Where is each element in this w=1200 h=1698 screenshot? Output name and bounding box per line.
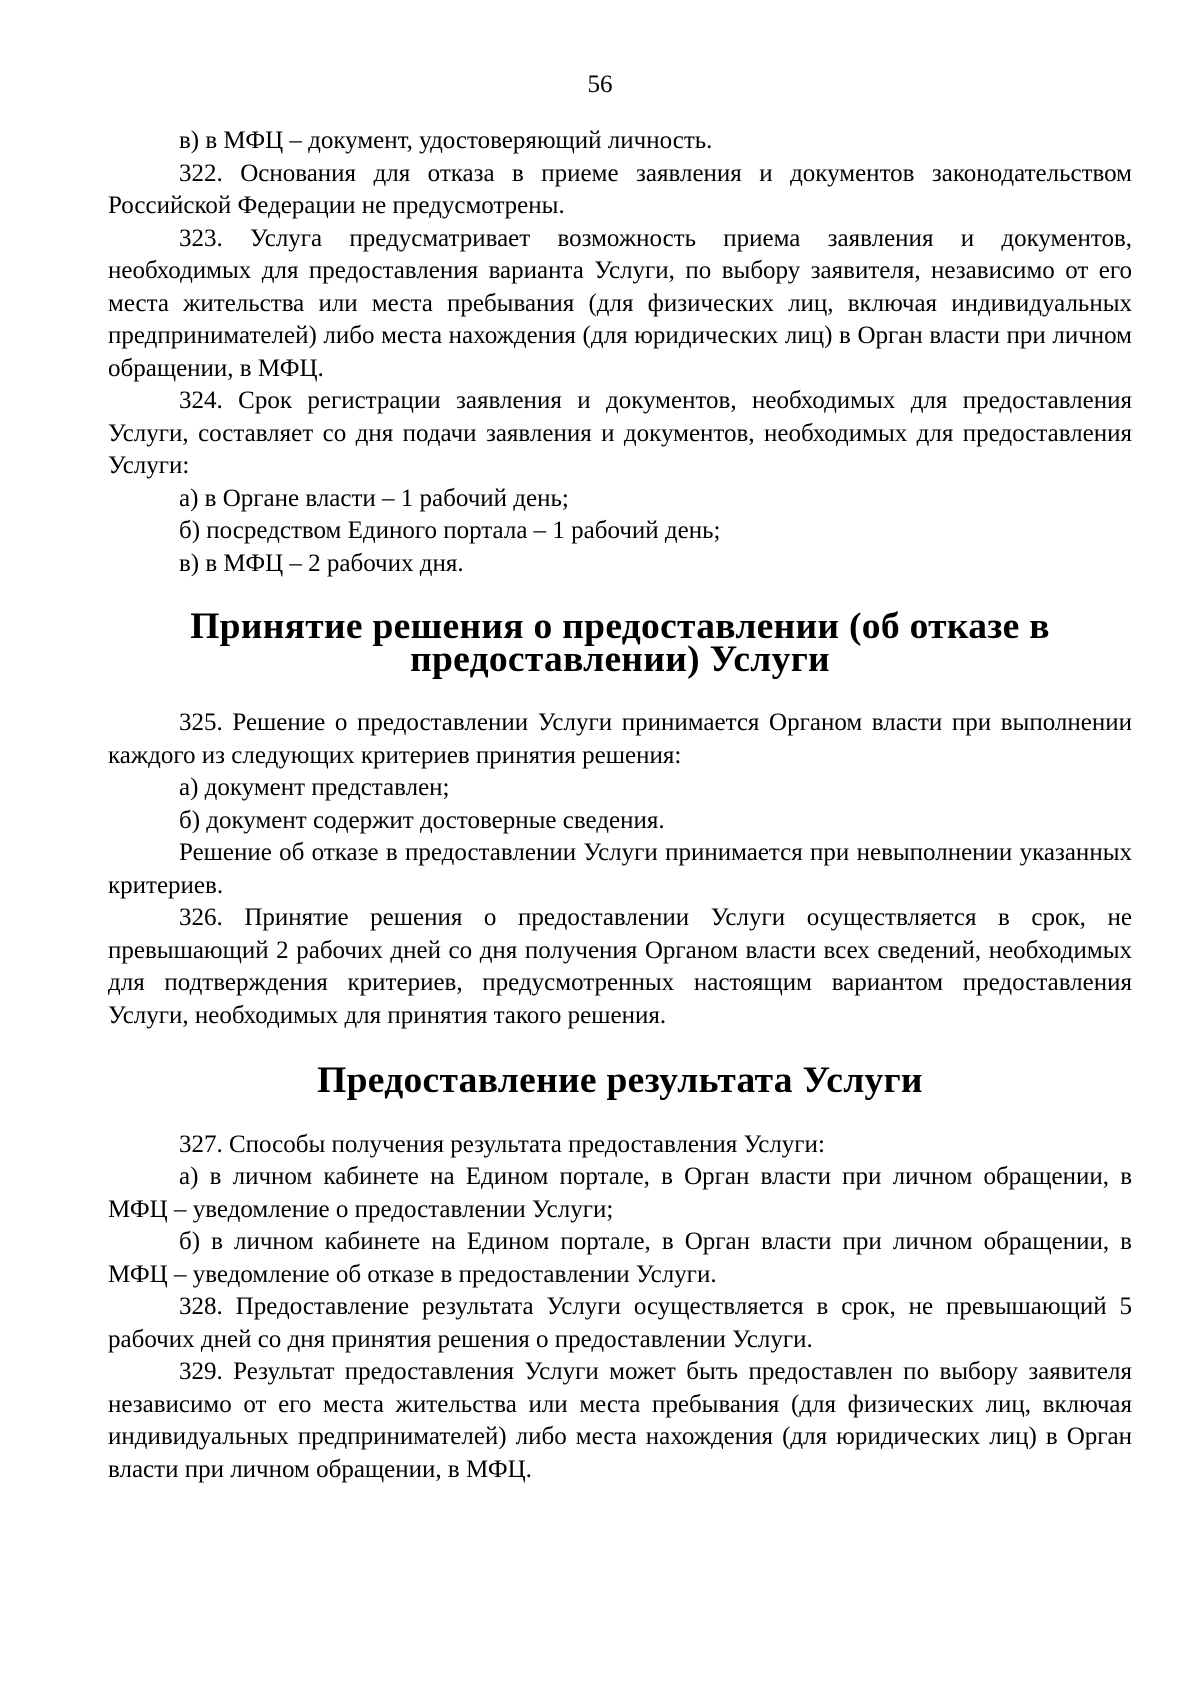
paragraph-326: 326. Принятие решения о предоставлении Услуги осуществляется в срок, не превышающий 2 рабочих дней со дня получения Органом власти всех сведений, необходимых для подтверждения критериев, предусмотренных настоящим вариантом предоставления Услуги, необходимых для принятия такого решения. — [108, 904, 1132, 1029]
list-item-324-b: б) посредством Единого портала – 1 рабочий день; — [179, 517, 721, 544]
paragraph-328: 328. Предоставление результата Услуги осуществляется в срок, не превышающий 5 рабочих дней со дня принятия решения о предоставлении Услуги. — [108, 1293, 1132, 1353]
paragraph-322: 322. Основания для отказа в приеме заявления и документов законодательством Российской Федерации не предусмотрены. — [108, 159, 1132, 219]
page-number: 56 — [587, 71, 613, 98]
list-item-327-a: а) в личном кабинете на Едином портале, в Орган власти при личном обращении, в МФЦ – уведомление о предоставлении Услуги; — [108, 1163, 1132, 1223]
list-item-324-a: а) в Органе власти – 1 рабочий день; — [179, 484, 569, 512]
list-item-327-b: б) в личном кабинете на Едином портале, в Орган власти при личном обращении, в МФЦ – уведомление об отказе в предоставлении Услуги. — [108, 1228, 1132, 1288]
list-item-324-c: в) в МФЦ – 2 рабочих дня. — [179, 549, 464, 577]
section-heading-result: Предоставление результата Услуги — [317, 1060, 923, 1101]
list-item-mfc-identity-document: в) в МФЦ – документ, удостоверяющий личность. — [179, 127, 713, 154]
paragraph-refusal-decision: Решение об отказе в предоставлении Услуги принимается при невыполнении указанных критериев. — [108, 839, 1132, 899]
paragraph-329: 329. Результат предоставления Услуги может быть предоставлен по выбору заявителя независимо от его места жительства или места пребывания (для физических лиц, включая индивидуальных предпринимателей) либо места нахождения (для юридических лиц) в Орган власти при личном обращении, в МФЦ. — [108, 1358, 1132, 1483]
paragraph-323: 323. Услуга предусматривает возможность приема заявления и документов, необходимых для предоставления варианта Услуги, по выбору заявителя, независимо от его места жительства или места пребывания (для физических лиц, включая индивидуальных предпринимателей) либо места нахождения (для юридических лиц) в Орган власти при личном обращении, в МФЦ. — [108, 224, 1132, 382]
document-body — [108, 125, 1132, 1486]
paragraph-325: 325. Решение о предоставлении Услуги принимается Органом власти при выполнении каждого из следующих критериев принятия решения: — [108, 709, 1132, 769]
list-item-325-a: а) документ представлен; — [179, 774, 450, 801]
section-heading-decision: Принятие решения о предоставлении (об отказе в предоставлении) Услуги — [190, 606, 1050, 680]
paragraph-327: 327. Способы получения результата предоставления Услуги: — [179, 1130, 825, 1158]
paragraph-324: 324. Срок регистрации заявления и документов, необходимых для предоставления Услуги, составляет со дня подачи заявления и документов, необходимых для предоставления Услуги: — [108, 387, 1132, 479]
list-item-325-b: б) документ содержит достоверные сведения. — [179, 806, 665, 834]
